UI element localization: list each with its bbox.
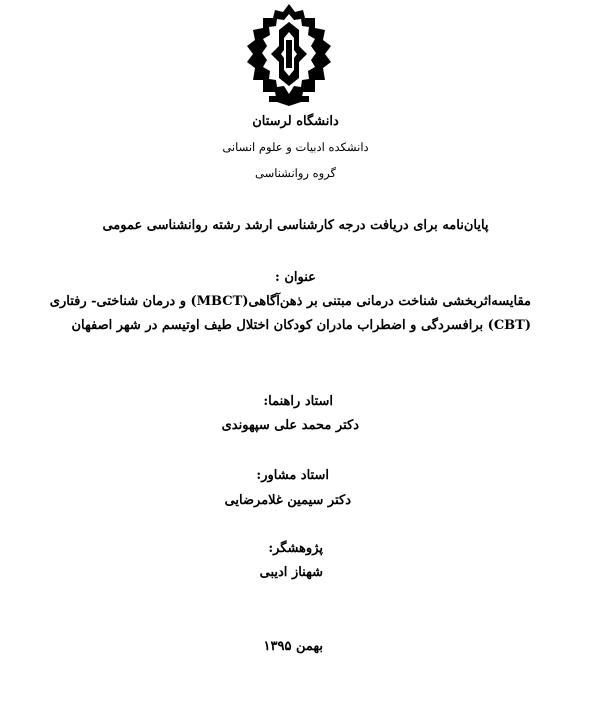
- degree-line: پایان‌نامه برای دریافت درجه کارشناسی ارشد رشته روانشناسی عمومی: [102, 218, 489, 233]
- advisor-name: دکتر سیمین غلامرضایی: [224, 493, 351, 508]
- university-emblem-icon: [245, 2, 333, 108]
- researcher-name: شهناز ادیبی: [259, 565, 323, 580]
- title-line-2: (CBT) برافسردگی و اضطراب مادران کودکان اختلال طیف اوتیسم در شهر اصفهان: [71, 318, 531, 333]
- faculty-name: دانشکده ادبیات و علوم انسانی: [222, 140, 369, 154]
- university-name: دانشگاه لرستان: [252, 114, 339, 129]
- title-label: عنوان :: [275, 270, 316, 285]
- title-line-1: مقایسه‌اثربخشی شناخت درمانی مبتنی بر ذهن‌آگاهی(MBCT) و درمان شناختی- رفتاری: [49, 294, 531, 309]
- advisor-label: استاد مشاور:: [256, 468, 329, 483]
- supervisor-name: دکتر محمد علی سپهوندی: [221, 418, 359, 433]
- researcher-label: پژوهشگر:: [268, 541, 323, 556]
- thesis-date: بهمن ۱۳۹۵: [263, 639, 323, 654]
- department-name: گروه روانشناسی: [254, 166, 336, 180]
- supervisor-label: استاد راهنما:: [263, 394, 333, 409]
